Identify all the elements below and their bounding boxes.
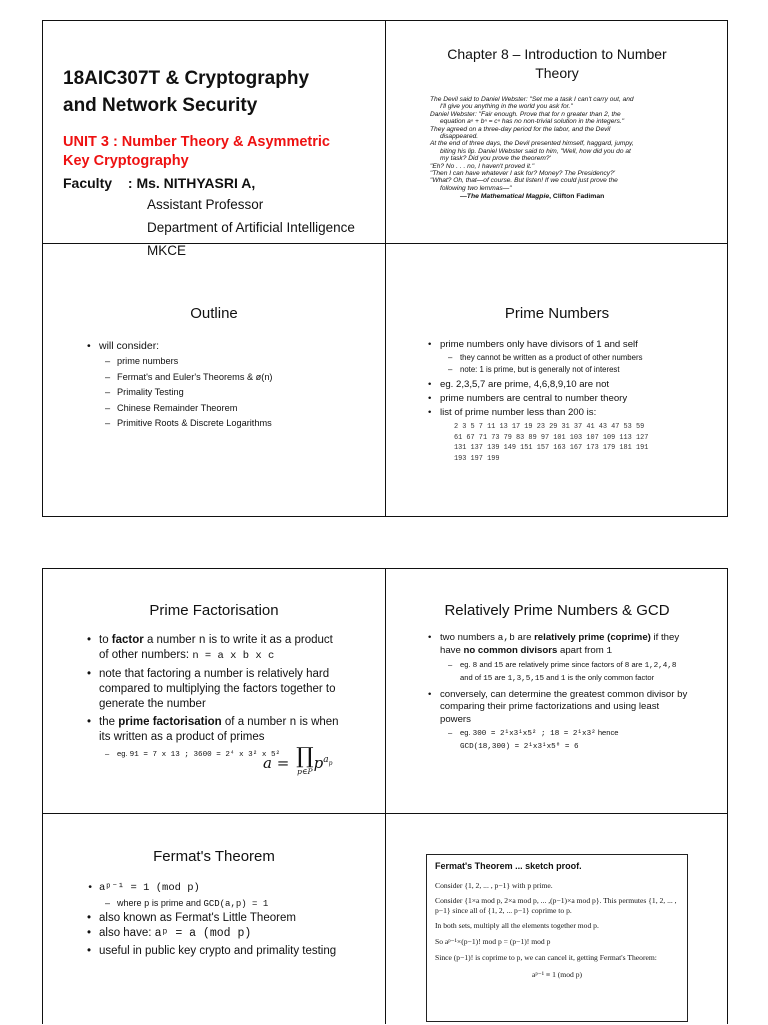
fermat-title: Fermat's Theorem <box>153 848 275 865</box>
proof-line-2: Consider {1×a mod p, 2×a mod p, ... ,(p−1)×a mod p}. This permutes {1, 2, ... , p−1} since all of {1, 2, ... p−1} coprime to p. <box>435 896 677 915</box>
epigraph-line: "Eh? No . . . no, I haven't proved it." <box>430 162 535 170</box>
proof-conclusion: aᵖ⁻¹ ≡ 1 (mod p) <box>531 970 583 980</box>
faculty-name: : Ms. NITHYASRI A, <box>127 175 256 191</box>
factorisation-example: – eg. 91 = 7 x 13 ; 3600 = 2⁴ x 3² x 5² <box>99 749 385 759</box>
proof-line-5: Since (p−1)! is coprime to p, we can cancel it, getting Fermat's Theorem: <box>435 952 657 962</box>
proof-line-3: In both sets, multiply all the elements together mod p. <box>435 921 599 931</box>
proof-line-4: So aᵖ⁻¹×(p−1)! mod p = (p−1)! mod p <box>435 936 551 946</box>
bullet-coprime-definition: • two numbers a,b are relatively prime (coprime) if they have no common divisors apart from 1 <box>428 632 690 657</box>
outline-title: Outline <box>190 305 238 322</box>
slide-outline <box>43 244 385 516</box>
proof-line-1: Consider {1, 2, ... , p−1} with p prime. <box>435 880 553 890</box>
slide-fermat-proof <box>386 814 728 1025</box>
epigraph-line: following two lemmas—" <box>440 184 512 192</box>
bullet-also-have: • also have: aᵖ = a (mod p) <box>87 926 349 941</box>
gcd-title: Relatively Prime Numbers & GCD <box>444 602 670 619</box>
faculty-college: MKCE <box>147 243 187 258</box>
unit-title-line2: Key Cryptography <box>63 153 189 169</box>
epigraph-line: They agreed on a three-day period for the labor, and the Devil <box>430 125 611 133</box>
slide-prime-factorisation <box>43 569 385 813</box>
epigraph-line: At the end of three days, the Devil presented himself, haggard, jumpy, <box>430 140 634 148</box>
unit-title: UNIT 3 : Number Theory & Asymmetric <box>63 134 330 150</box>
outline-item: – prime numbers <box>99 354 385 370</box>
epigraph-line: my task? Did you prove the theorem?' <box>440 155 551 163</box>
bullet-little-theorem: • also known as Fermat's Little Theorem <box>87 911 349 926</box>
course-title-line2: and Network Security <box>63 95 258 116</box>
faculty-label: Faculty <box>63 175 113 191</box>
faculty-role: Assistant Professor <box>147 197 264 212</box>
outline-item: – Chinese Remainder Theorem <box>99 401 385 417</box>
epigraph-line: Daniel Webster: "Fair enough. Prove that for n greater than 2, the <box>430 110 621 118</box>
slide-title <box>43 21 385 258</box>
sub-bullet-not-product: – they cannot be written as a product of other numbers <box>442 352 728 364</box>
chapter-title-line2: Theory <box>535 65 579 81</box>
bullet-prime-examples: • eg. 2,3,5,7 are prime, 4,6,8,9,10 are not <box>428 378 728 392</box>
slide-prime-numbers <box>386 244 728 516</box>
bullet-uses: • useful in public key crypto and primality testing <box>87 944 349 959</box>
faculty-department: Department of Artificial Intelligence <box>147 220 355 235</box>
outline-item: – Primality Testing <box>99 385 385 401</box>
handout-page-bottom <box>42 568 728 1024</box>
bullet-prime-divisors: • prime numbers only have divisors of 1 and self <box>428 338 728 351</box>
outline-item: – Fermat's and Euler's Theorems & ø(n) <box>99 370 385 386</box>
outline-lead: • will consider: <box>87 340 385 352</box>
epigraph-line: biting his lip. Daniel Webster said to him, "Well, how did you do at <box>440 147 631 155</box>
bullet-gcd-method: • conversely, can determine the greatest common divisor by comparing their prime factorizations and using least powers <box>428 689 690 727</box>
bullet-fermat-formula: • aᵖ⁻¹ = 1 (mod p) <box>87 881 349 896</box>
epigraph-line: disappeared. <box>440 133 479 141</box>
proof-box <box>426 854 688 1022</box>
prime-numbers-title: Prime Numbers <box>504 305 610 322</box>
epigraph-quote <box>430 96 688 192</box>
course-title: 18AIC307T & Cryptography <box>63 68 310 89</box>
handout-page-top <box>42 20 728 517</box>
epigraph-line: The Devil said to Daniel Webster: "Set me a task I can't carry out, and <box>430 96 634 103</box>
epigraph-line: "What? Oh, that—of course. But listen! If we could just prove the <box>430 177 618 185</box>
bullet-factoring-hard: • note that factoring a number is relatively hard compared to multiplying the factors together to generate the number <box>87 667 345 712</box>
epigraph-line: I'll give you anything in the world you ask for." <box>440 103 573 111</box>
chapter-title: Chapter 8 – Introduction to Number <box>447 46 667 62</box>
outline-item: – Primitive Roots & Discrete Logarithms <box>99 416 385 432</box>
slide-gcd <box>386 569 728 813</box>
sub-bullet-gcd-example: – eg. 300 = 2¹x3¹x5² ; 18 = 2¹x3² hence GCD(18,300) = 2¹x3¹x5⁰ = 6 <box>442 727 690 753</box>
sub-bullet-one-prime: – note: 1 is prime, but is generally not of interest <box>442 364 728 376</box>
proof-heading: Fermat's Theorem ... sketch proof. <box>435 861 582 871</box>
prime-list: 2 3 5 7 11 13 17 19 23 29 31 37 41 43 47 53 59 61 67 71 73 79 83 89 97 101 103 107 109 113 127 131 137 139 149 151 157 163 167 173 179 181 191 193 197 199 <box>454 423 649 463</box>
factorisation-formula: a = ∏ p∈P $p^{a_p}$ <box>263 744 333 776</box>
bullet-central: • prime numbers are central to number theory <box>428 392 728 406</box>
bullet-prime-factorisation: • the prime factorisation of a number n is when its written as a product of primes <box>87 715 345 745</box>
bullet-prime-list: • list of prime number less than 200 is: <box>428 406 728 420</box>
slide-chapter-intro <box>386 21 728 243</box>
bullet-factor-definition: • to factor a number n is to write it as a product of other numbers: n = a x b x c <box>87 633 345 664</box>
sub-bullet-fermat-condition: – where p is prime and GCD(a,p) = 1 <box>99 898 385 909</box>
sub-bullet-coprime-example: – eg. 8 and 15 are relatively prime since factors of 8 are 1,2,4,8 and of 15 are 1,3,5,15 and 1 is the only common factor <box>442 659 690 686</box>
epigraph-line: "Then I can have whatever I ask for? Money? The Presidency?' <box>430 170 616 178</box>
factorisation-title: Prime Factorisation <box>149 602 279 619</box>
slide-fermat <box>43 814 385 1025</box>
outline-list <box>99 354 385 432</box>
epigraph-source: —The Mathematical Magpie, Clifton Fadiman <box>460 193 605 201</box>
epigraph-line: equation aⁿ + bⁿ = cⁿ has no non-trivial solution in the integers." <box>440 118 625 126</box>
